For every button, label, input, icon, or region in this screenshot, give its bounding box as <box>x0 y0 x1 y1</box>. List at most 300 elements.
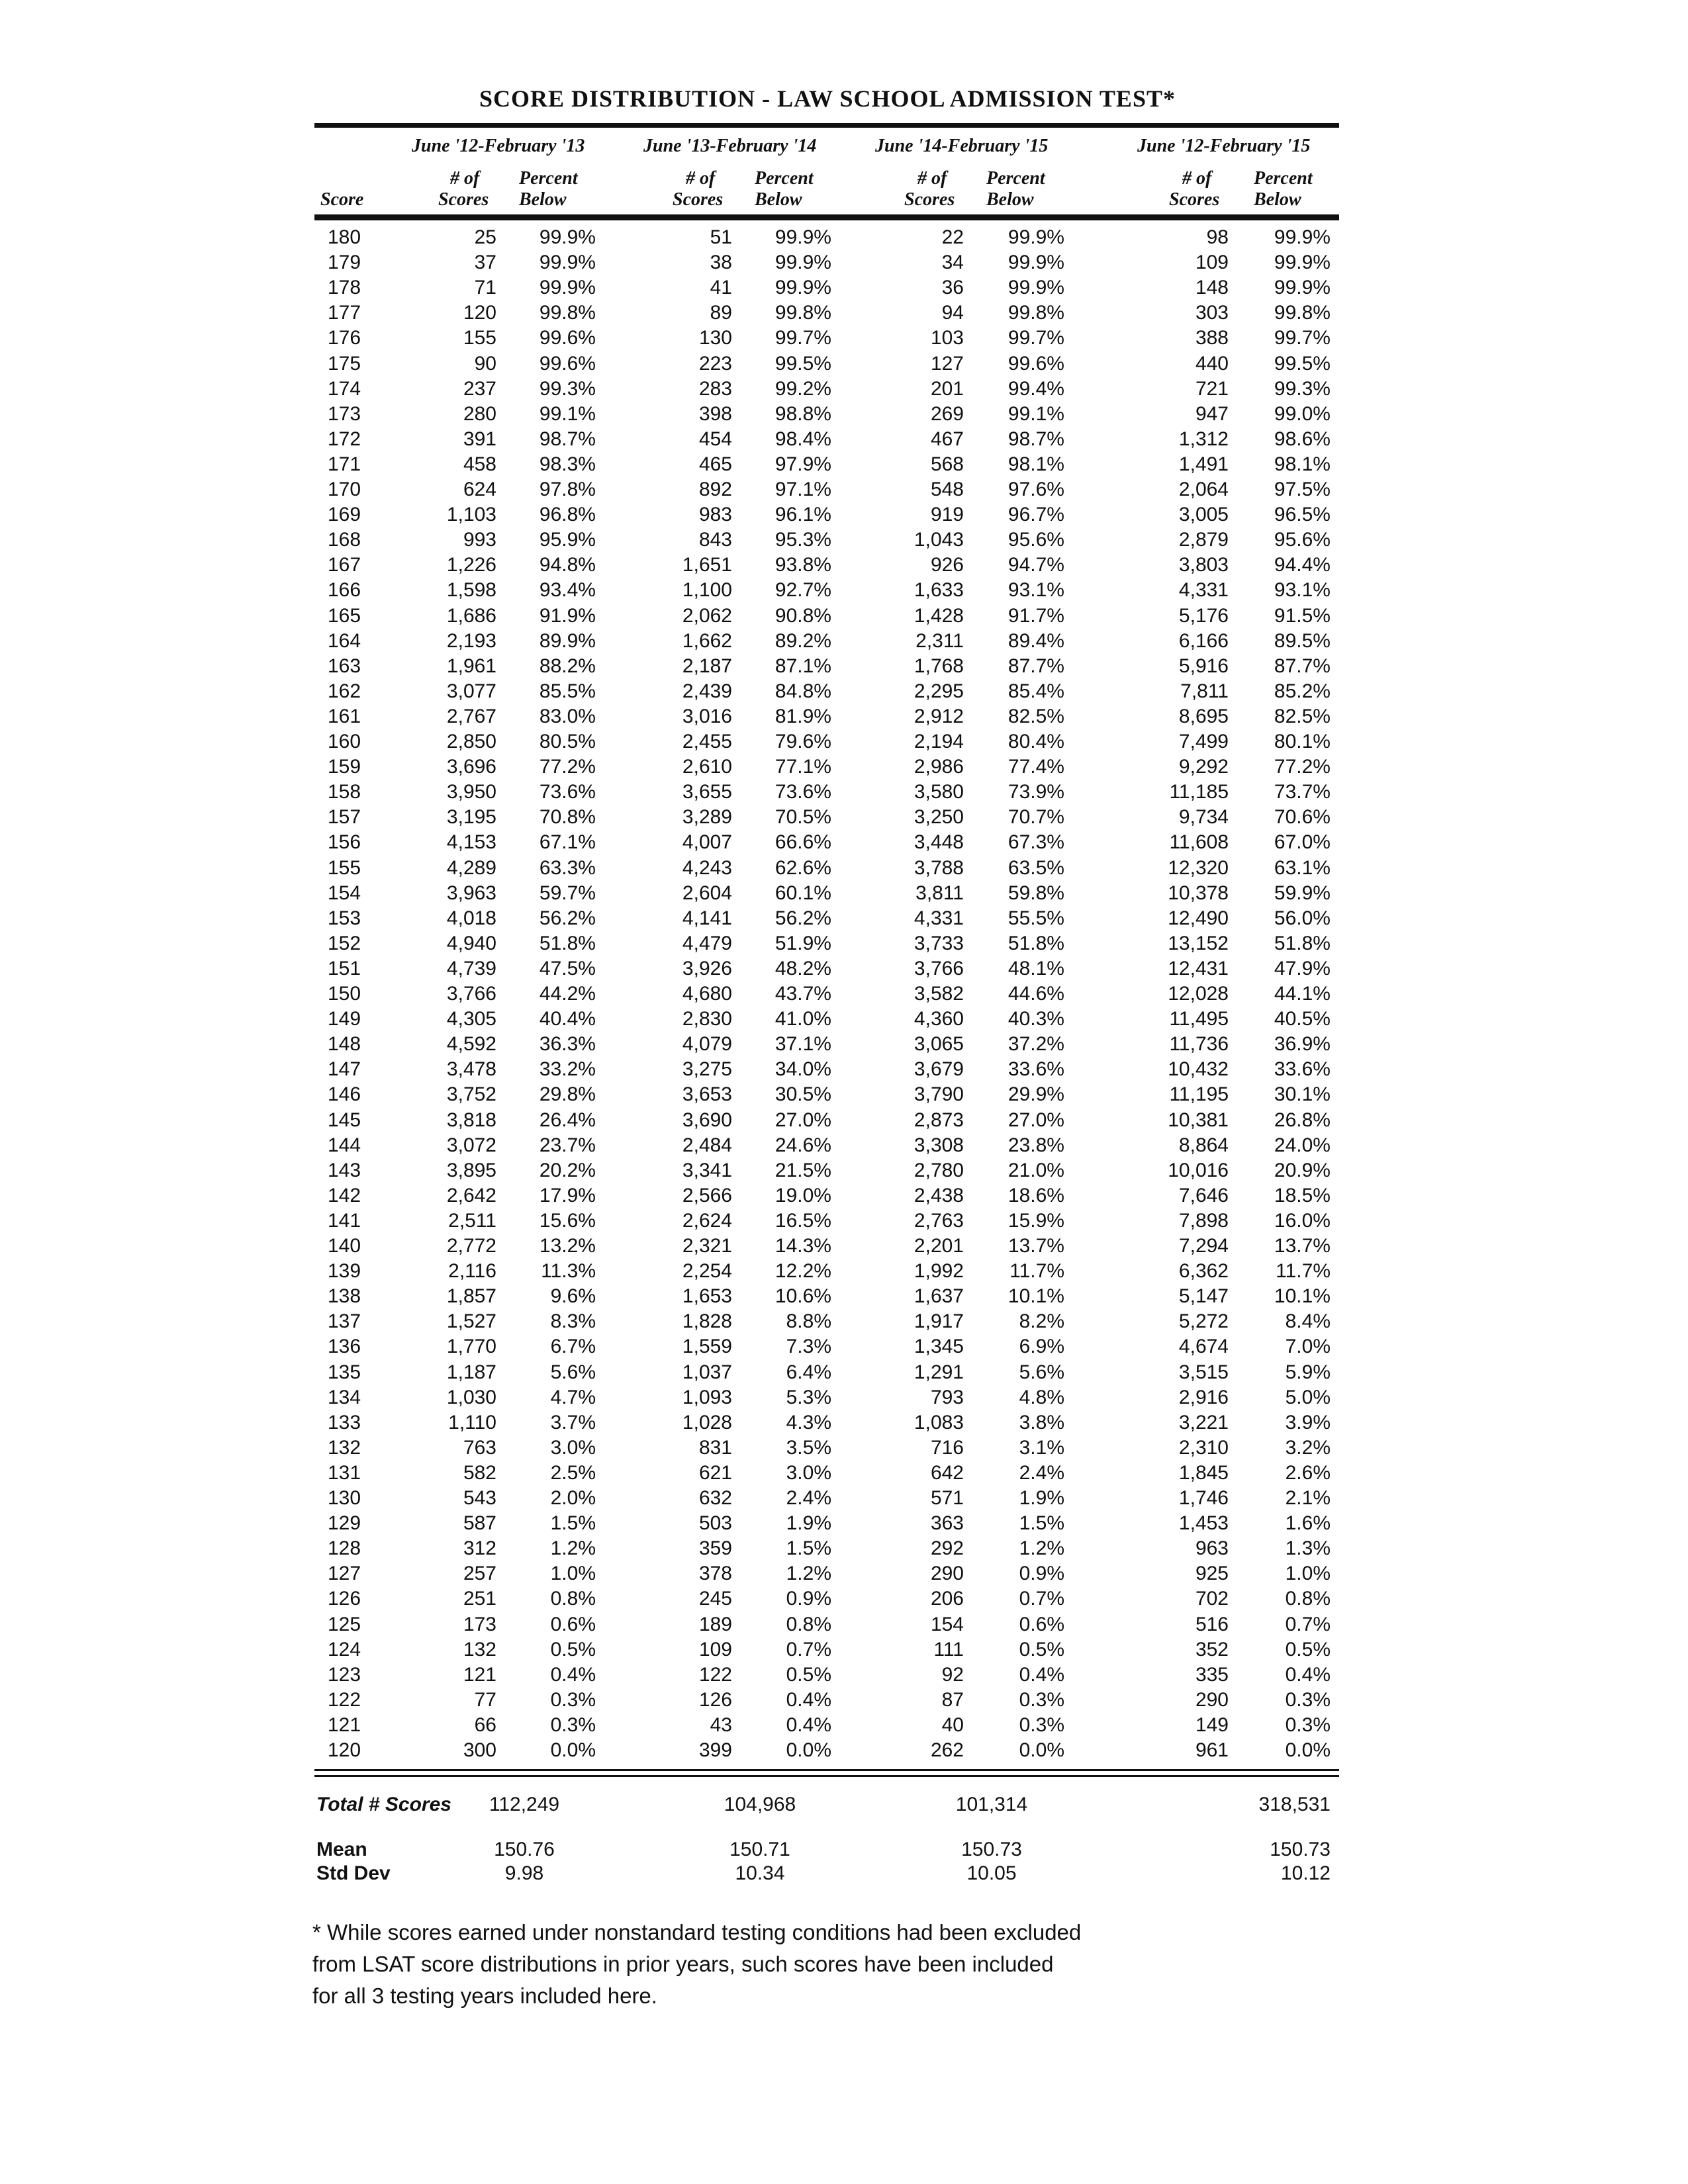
percent-below-1-cell: 29.8% <box>539 1083 596 1106</box>
percent-below-4-cell: 99.9% <box>1274 226 1331 248</box>
num-scores-3-cell: 111 <box>933 1638 964 1661</box>
num-scores-2-cell: 3,655 <box>682 781 732 803</box>
percent-below-1-cell: 0.6% <box>550 1613 596 1635</box>
num-scores-4-cell: 440 <box>1195 352 1229 375</box>
score-cell: 129 <box>327 1512 361 1535</box>
table-row <box>0 1561 1688 1586</box>
percent-below-1-cell: 99.8% <box>539 302 596 324</box>
score-cell: 126 <box>327 1588 361 1610</box>
percent-below-2-cell: 5.3% <box>786 1386 831 1408</box>
num-scores-4-cell: 3,005 <box>1178 504 1229 526</box>
percent-below-4-cell: 33.6% <box>1274 1058 1331 1081</box>
num-scores-4-cell: 3,803 <box>1178 554 1229 576</box>
num-scores-2-cell: 2,610 <box>682 756 732 778</box>
percent-below-4-cell: 16.0% <box>1274 1209 1331 1232</box>
percent-below-1-cell: 70.8% <box>539 806 596 829</box>
score-cell: 174 <box>327 377 361 400</box>
num-scores-2-cell: 2,321 <box>682 1235 732 1257</box>
num-scores-2-cell: 189 <box>698 1613 732 1635</box>
percent-below-3-cell: 10.1% <box>1008 1285 1064 1308</box>
score-cell: 133 <box>327 1411 361 1433</box>
num-scores-4-cell: 963 <box>1195 1537 1229 1560</box>
percent-below-2-cell: 10.6% <box>774 1285 831 1308</box>
percent-below-1-cell: 97.8% <box>539 478 596 500</box>
num-scores-2-cell: 3,341 <box>682 1159 732 1181</box>
num-scores-1-cell: 4,289 <box>446 856 496 879</box>
score-cell: 128 <box>327 1537 361 1560</box>
score-cell: 179 <box>327 251 361 274</box>
num-scores-4-cell: 5,272 <box>1178 1310 1229 1333</box>
table-row <box>0 1713 1688 1738</box>
score-cell: 147 <box>327 1058 361 1081</box>
percent-below-4-cell: 94.4% <box>1274 554 1331 576</box>
num-scores-3-cell: 2,986 <box>914 756 964 778</box>
pct-header-4-line2: Below <box>1254 189 1301 210</box>
percent-below-1-cell: 98.3% <box>539 453 596 475</box>
num-scores-2-cell: 109 <box>698 1638 732 1661</box>
num-scores-1-cell: 2,193 <box>446 629 496 652</box>
percent-below-1-cell: 1.0% <box>550 1563 596 1585</box>
percent-below-1-cell: 80.5% <box>539 731 596 752</box>
pct-header-2-line1: Percent <box>755 168 814 189</box>
percent-below-3-cell: 97.6% <box>1008 478 1064 500</box>
percent-below-2-cell: 60.1% <box>774 882 831 904</box>
score-cell: 152 <box>327 932 361 954</box>
num-scores-4-cell: 9,734 <box>1178 806 1229 829</box>
std-dev-2: 10.34 <box>735 1862 785 1884</box>
num-scores-2-cell: 378 <box>698 1563 732 1585</box>
percent-below-4-cell: 10.1% <box>1274 1285 1331 1308</box>
table-row <box>0 402 1688 427</box>
percent-below-1-cell: 99.1% <box>539 402 596 425</box>
num-scores-3-cell: 3,679 <box>914 1058 964 1081</box>
percent-below-2-cell: 97.9% <box>774 453 831 475</box>
percent-below-3-cell: 99.1% <box>1008 402 1064 425</box>
score-cell: 178 <box>327 277 361 299</box>
percent-below-3-cell: 48.1% <box>1008 957 1064 979</box>
score-cell: 163 <box>327 655 361 677</box>
period-header-1: June '12-February '13 <box>412 136 585 156</box>
mean-3: 150.73 <box>961 1839 1022 1860</box>
percent-below-2-cell: 12.2% <box>774 1260 831 1283</box>
score-cell: 170 <box>327 478 361 500</box>
num-scores-3-cell: 34 <box>941 251 964 274</box>
num-scores-2-cell: 3,653 <box>682 1083 732 1106</box>
score-cell: 172 <box>327 428 361 450</box>
total-scores-label: Total # Scores <box>316 1794 451 1815</box>
num-scores-3-cell: 2,780 <box>914 1159 964 1181</box>
percent-below-1-cell: 23.7% <box>539 1134 596 1156</box>
percent-below-4-cell: 0.4% <box>1285 1663 1331 1686</box>
num-scores-2-cell: 41 <box>710 277 732 299</box>
percent-below-4-cell: 30.1% <box>1274 1083 1331 1106</box>
percent-below-2-cell: 1.2% <box>786 1563 831 1585</box>
num-scores-3-cell: 1,291 <box>914 1361 964 1383</box>
num-scores-1-cell: 3,766 <box>446 983 496 1005</box>
pct-header-2-line2: Below <box>755 189 802 210</box>
num-scores-2-cell: 359 <box>698 1537 732 1560</box>
percent-below-2-cell: 99.2% <box>774 377 831 400</box>
table-row <box>0 805 1688 830</box>
percent-below-1-cell: 0.0% <box>550 1739 596 1761</box>
score-cell: 145 <box>327 1109 361 1131</box>
percent-below-1-cell: 51.8% <box>539 932 596 954</box>
score-cell: 125 <box>327 1613 361 1635</box>
num-scores-1-cell: 3,077 <box>446 680 496 702</box>
num-header-1-line1: # of <box>450 168 480 189</box>
num-scores-4-cell: 516 <box>1195 1613 1229 1635</box>
percent-below-1-cell: 47.5% <box>539 957 596 979</box>
percent-below-3-cell: 96.7% <box>1008 504 1064 526</box>
percent-below-3-cell: 0.4% <box>1019 1663 1064 1686</box>
footnote-line-1: * While scores earned under nonstandard testing conditions had been excluded <box>312 1920 1082 1944</box>
score-cell: 160 <box>327 731 361 752</box>
score-cell: 123 <box>327 1663 361 1686</box>
percent-below-1-cell: 17.9% <box>539 1184 596 1206</box>
num-scores-4-cell: 1,491 <box>1178 453 1229 475</box>
num-scores-4-cell: 8,864 <box>1178 1134 1229 1156</box>
percent-below-2-cell: 95.3% <box>774 529 831 551</box>
percent-below-1-cell: 83.0% <box>539 705 596 727</box>
num-scores-4-cell: 335 <box>1195 1663 1229 1686</box>
num-scores-2-cell: 1,100 <box>682 579 732 602</box>
pct-header-3-line2: Below <box>986 189 1034 210</box>
num-scores-4-cell: 303 <box>1195 302 1229 324</box>
num-scores-4-cell: 2,916 <box>1178 1386 1229 1408</box>
top-rule <box>314 123 1339 128</box>
score-cell: 157 <box>327 806 361 829</box>
num-scores-3-cell: 3,308 <box>914 1134 964 1156</box>
percent-below-2-cell: 7.3% <box>786 1336 831 1358</box>
document-title: SCORE DISTRIBUTION - LAW SCHOOL ADMISSION TEST* <box>479 85 1176 112</box>
num-scores-1-cell: 587 <box>463 1512 496 1535</box>
num-scores-4-cell: 5,176 <box>1178 604 1229 627</box>
num-scores-1-cell: 1,030 <box>446 1386 496 1408</box>
percent-below-2-cell: 2.4% <box>786 1487 831 1509</box>
num-scores-4-cell: 2,310 <box>1178 1436 1229 1459</box>
num-scores-2-cell: 2,566 <box>682 1184 732 1206</box>
num-scores-4-cell: 961 <box>1195 1739 1229 1761</box>
num-scores-1-cell: 993 <box>463 529 496 551</box>
total-scores-2: 104,968 <box>724 1794 796 1815</box>
num-scores-1-cell: 120 <box>463 302 496 324</box>
score-cell: 143 <box>327 1159 361 1181</box>
num-scores-2-cell: 2,439 <box>682 680 732 702</box>
num-scores-2-cell: 126 <box>698 1688 732 1711</box>
percent-below-1-cell: 1.2% <box>550 1537 596 1560</box>
table-row <box>0 1007 1688 1032</box>
percent-below-4-cell: 3.2% <box>1285 1436 1331 1459</box>
percent-below-3-cell: 70.7% <box>1008 806 1064 829</box>
percent-below-3-cell: 85.4% <box>1008 680 1064 702</box>
score-cell: 166 <box>327 579 361 602</box>
table-row <box>0 704 1688 729</box>
num-scores-3-cell: 4,360 <box>914 1008 964 1030</box>
percent-below-1-cell: 91.9% <box>539 604 596 627</box>
num-scores-4-cell: 388 <box>1195 327 1229 349</box>
num-scores-2-cell: 283 <box>698 377 732 400</box>
percent-below-1-cell: 26.4% <box>539 1109 596 1131</box>
footnote-line-2: from LSAT score distributions in prior years, such scores have been included <box>312 1952 1054 1976</box>
percent-below-3-cell: 27.0% <box>1008 1109 1064 1131</box>
num-scores-1-cell: 3,895 <box>446 1159 496 1181</box>
table-row <box>0 1536 1688 1561</box>
num-header-3-line1: # of <box>917 168 947 189</box>
num-scores-4-cell: 149 <box>1195 1713 1229 1736</box>
percent-below-4-cell: 99.0% <box>1274 402 1331 425</box>
num-scores-2-cell: 2,624 <box>682 1209 732 1232</box>
num-scores-1-cell: 173 <box>463 1613 496 1635</box>
num-scores-3-cell: 568 <box>930 453 964 475</box>
percent-below-1-cell: 44.2% <box>539 983 596 1005</box>
num-scores-4-cell: 352 <box>1195 1638 1229 1661</box>
percent-below-1-cell: 9.6% <box>550 1285 596 1308</box>
num-header-2-line2: Scores <box>673 189 724 210</box>
score-cell: 141 <box>327 1209 361 1232</box>
num-scores-3-cell: 2,873 <box>914 1109 964 1131</box>
percent-below-2-cell: 24.6% <box>774 1134 831 1156</box>
percent-below-4-cell: 82.5% <box>1274 705 1331 727</box>
table-row <box>0 1108 1688 1133</box>
score-cell: 171 <box>327 453 361 475</box>
score-cell: 153 <box>327 907 361 929</box>
std-dev-4: 10.12 <box>1280 1862 1331 1884</box>
percent-below-3-cell: 40.3% <box>1008 1008 1064 1030</box>
score-cell: 146 <box>327 1083 361 1106</box>
num-scores-4-cell: 3,221 <box>1178 1411 1229 1433</box>
num-scores-1-cell: 66 <box>474 1713 496 1736</box>
score-cell: 154 <box>327 882 361 904</box>
percent-below-4-cell: 0.7% <box>1285 1613 1331 1635</box>
table-row <box>0 1688 1688 1713</box>
num-scores-3-cell: 2,295 <box>914 680 964 702</box>
num-scores-2-cell: 2,830 <box>682 1008 732 1030</box>
table-row <box>0 1511 1688 1536</box>
num-scores-1-cell: 391 <box>463 428 496 450</box>
percent-below-4-cell: 85.2% <box>1274 680 1331 702</box>
num-scores-4-cell: 12,490 <box>1168 907 1229 929</box>
score-cell: 175 <box>327 352 361 375</box>
num-scores-1-cell: 1,686 <box>446 604 496 627</box>
score-cell: 167 <box>327 554 361 576</box>
percent-below-2-cell: 90.8% <box>774 604 831 627</box>
table-row <box>0 1738 1688 1763</box>
num-scores-2-cell: 2,484 <box>682 1134 732 1156</box>
pct-header-4-line1: Percent <box>1254 168 1313 189</box>
percent-below-3-cell: 13.7% <box>1008 1235 1064 1257</box>
percent-below-3-cell: 2.4% <box>1019 1461 1064 1484</box>
table-row <box>0 578 1688 603</box>
percent-below-1-cell: 59.7% <box>539 882 596 904</box>
percent-below-2-cell: 99.9% <box>774 251 831 274</box>
percent-below-2-cell: 3.5% <box>786 1436 831 1459</box>
num-scores-2-cell: 3,690 <box>682 1109 732 1131</box>
table-row <box>0 1234 1688 1259</box>
num-scores-3-cell: 548 <box>930 478 964 500</box>
percent-below-2-cell: 37.1% <box>774 1033 831 1056</box>
percent-below-2-cell: 3.0% <box>786 1461 831 1484</box>
num-scores-1-cell: 2,116 <box>448 1260 496 1283</box>
num-scores-1-cell: 763 <box>463 1436 496 1459</box>
num-scores-3-cell: 36 <box>941 277 964 299</box>
percent-below-3-cell: 8.2% <box>1019 1310 1064 1333</box>
num-scores-3-cell: 571 <box>930 1487 964 1509</box>
table-row <box>0 881 1688 906</box>
percent-below-1-cell: 99.9% <box>539 251 596 274</box>
num-scores-2-cell: 1,828 <box>682 1310 732 1333</box>
num-scores-1-cell: 2,767 <box>446 705 496 727</box>
num-scores-4-cell: 9,292 <box>1178 756 1229 778</box>
num-scores-1-cell: 1,527 <box>446 1310 496 1333</box>
percent-below-2-cell: 41.0% <box>774 1008 831 1030</box>
score-cell: 176 <box>327 327 361 349</box>
num-scores-3-cell: 3,788 <box>914 856 964 879</box>
num-header-3-line2: Scores <box>904 189 955 210</box>
percent-below-4-cell: 44.1% <box>1274 983 1331 1005</box>
table-row <box>0 553 1688 578</box>
percent-below-1-cell: 2.0% <box>550 1487 596 1509</box>
table-row <box>0 1032 1688 1057</box>
percent-below-3-cell: 98.7% <box>1008 428 1064 450</box>
num-scores-3-cell: 2,201 <box>914 1235 964 1257</box>
percent-below-4-cell: 24.0% <box>1274 1134 1331 1156</box>
score-cell: 144 <box>327 1134 361 1156</box>
percent-below-3-cell: 99.9% <box>1008 277 1064 299</box>
table-row <box>0 1637 1688 1662</box>
num-scores-2-cell: 245 <box>698 1588 732 1610</box>
table-row <box>0 225 1688 250</box>
table-row <box>0 931 1688 956</box>
score-cell: 136 <box>327 1336 361 1358</box>
num-scores-3-cell: 363 <box>930 1512 964 1535</box>
percent-below-4-cell: 99.5% <box>1274 352 1331 375</box>
num-scores-4-cell: 1,312 <box>1178 428 1229 450</box>
percent-below-1-cell: 33.2% <box>539 1058 596 1081</box>
percent-below-2-cell: 0.0% <box>786 1739 831 1761</box>
num-scores-3-cell: 1,637 <box>914 1285 964 1308</box>
percent-below-4-cell: 0.5% <box>1285 1638 1331 1661</box>
percent-below-3-cell: 33.6% <box>1008 1058 1064 1081</box>
percent-below-2-cell: 97.1% <box>774 478 831 500</box>
score-cell: 131 <box>327 1461 361 1484</box>
percent-below-1-cell: 0.8% <box>550 1588 596 1610</box>
percent-below-4-cell: 99.7% <box>1274 327 1331 349</box>
percent-below-3-cell: 59.8% <box>1008 882 1064 904</box>
table-row <box>0 1309 1688 1334</box>
num-scores-3-cell: 2,912 <box>914 705 964 727</box>
percent-below-2-cell: 1.5% <box>786 1537 831 1560</box>
percent-below-2-cell: 0.9% <box>786 1588 831 1610</box>
num-scores-2-cell: 3,016 <box>682 705 732 727</box>
num-scores-1-cell: 1,110 <box>448 1411 496 1433</box>
num-scores-3-cell: 269 <box>930 402 964 425</box>
num-scores-2-cell: 503 <box>698 1512 732 1535</box>
percent-below-2-cell: 99.9% <box>774 226 831 248</box>
num-scores-2-cell: 3,926 <box>682 957 732 979</box>
num-scores-2-cell: 130 <box>698 327 732 349</box>
num-scores-3-cell: 467 <box>930 428 964 450</box>
table-row <box>0 1183 1688 1208</box>
mean-label: Mean <box>316 1839 367 1860</box>
percent-below-4-cell: 0.0% <box>1285 1739 1331 1761</box>
num-scores-3-cell: 22 <box>941 226 964 248</box>
percent-below-3-cell: 99.7% <box>1008 327 1064 349</box>
num-scores-4-cell: 1,453 <box>1178 1512 1229 1535</box>
table-row <box>0 326 1688 351</box>
num-scores-1-cell: 77 <box>474 1688 496 1711</box>
percent-below-1-cell: 96.8% <box>539 504 596 526</box>
num-scores-2-cell: 2,455 <box>682 731 732 752</box>
percent-below-3-cell: 63.5% <box>1008 856 1064 879</box>
table-row <box>0 1435 1688 1461</box>
num-scores-3-cell: 1,428 <box>914 604 964 627</box>
num-scores-1-cell: 4,018 <box>446 907 496 929</box>
percent-below-1-cell: 63.3% <box>539 856 596 879</box>
percent-below-4-cell: 87.7% <box>1274 655 1331 677</box>
percent-below-3-cell: 99.8% <box>1008 302 1064 324</box>
num-header-4-line1: # of <box>1182 168 1212 189</box>
percent-below-2-cell: 92.7% <box>774 579 831 602</box>
num-scores-2-cell: 3,289 <box>682 806 732 829</box>
num-scores-3-cell: 40 <box>941 1713 964 1736</box>
num-scores-1-cell: 280 <box>463 402 496 425</box>
num-scores-4-cell: 5,147 <box>1178 1285 1229 1308</box>
num-scores-4-cell: 7,898 <box>1178 1209 1229 1232</box>
num-scores-4-cell: 290 <box>1195 1688 1229 1711</box>
num-scores-4-cell: 12,320 <box>1168 856 1229 879</box>
bottom-rule-1 <box>314 1769 1339 1771</box>
score-cell: 134 <box>327 1386 361 1408</box>
num-scores-3-cell: 1,083 <box>914 1411 964 1433</box>
num-scores-4-cell: 10,432 <box>1168 1058 1229 1081</box>
table-row <box>0 906 1688 931</box>
num-scores-3-cell: 2,194 <box>914 731 964 752</box>
table-row <box>0 351 1688 377</box>
num-scores-2-cell: 892 <box>698 478 732 500</box>
percent-below-3-cell: 6.9% <box>1019 1336 1064 1358</box>
percent-below-3-cell: 0.0% <box>1019 1739 1064 1761</box>
num-scores-2-cell: 465 <box>698 453 732 475</box>
num-scores-3-cell: 103 <box>930 327 964 349</box>
num-scores-3-cell: 262 <box>930 1739 964 1761</box>
percent-below-2-cell: 99.7% <box>774 327 831 349</box>
table-row <box>0 679 1688 704</box>
num-scores-2-cell: 621 <box>698 1461 732 1484</box>
num-scores-3-cell: 127 <box>930 352 964 375</box>
num-scores-3-cell: 87 <box>941 1688 964 1711</box>
score-cell: 124 <box>327 1638 361 1661</box>
score-cell: 155 <box>327 856 361 879</box>
score-cell: 150 <box>327 983 361 1005</box>
score-cell: 138 <box>327 1285 361 1308</box>
score-cell: 177 <box>327 302 361 324</box>
percent-below-1-cell: 0.4% <box>550 1663 596 1686</box>
percent-below-2-cell: 43.7% <box>774 983 831 1005</box>
percent-below-1-cell: 89.9% <box>539 629 596 652</box>
num-scores-4-cell: 4,331 <box>1178 579 1229 602</box>
percent-below-1-cell: 99.9% <box>539 226 596 248</box>
num-scores-1-cell: 25 <box>474 226 496 248</box>
percent-below-4-cell: 51.8% <box>1274 932 1331 954</box>
percent-below-3-cell: 0.9% <box>1019 1563 1064 1585</box>
num-scores-4-cell: 2,879 <box>1178 529 1229 551</box>
percent-below-3-cell: 99.9% <box>1008 251 1064 274</box>
num-scores-3-cell: 1,345 <box>914 1336 964 1358</box>
num-header-1-line2: Scores <box>438 189 489 210</box>
percent-below-2-cell: 84.8% <box>774 680 831 702</box>
percent-below-4-cell: 3.9% <box>1285 1411 1331 1433</box>
num-scores-2-cell: 2,062 <box>682 604 732 627</box>
